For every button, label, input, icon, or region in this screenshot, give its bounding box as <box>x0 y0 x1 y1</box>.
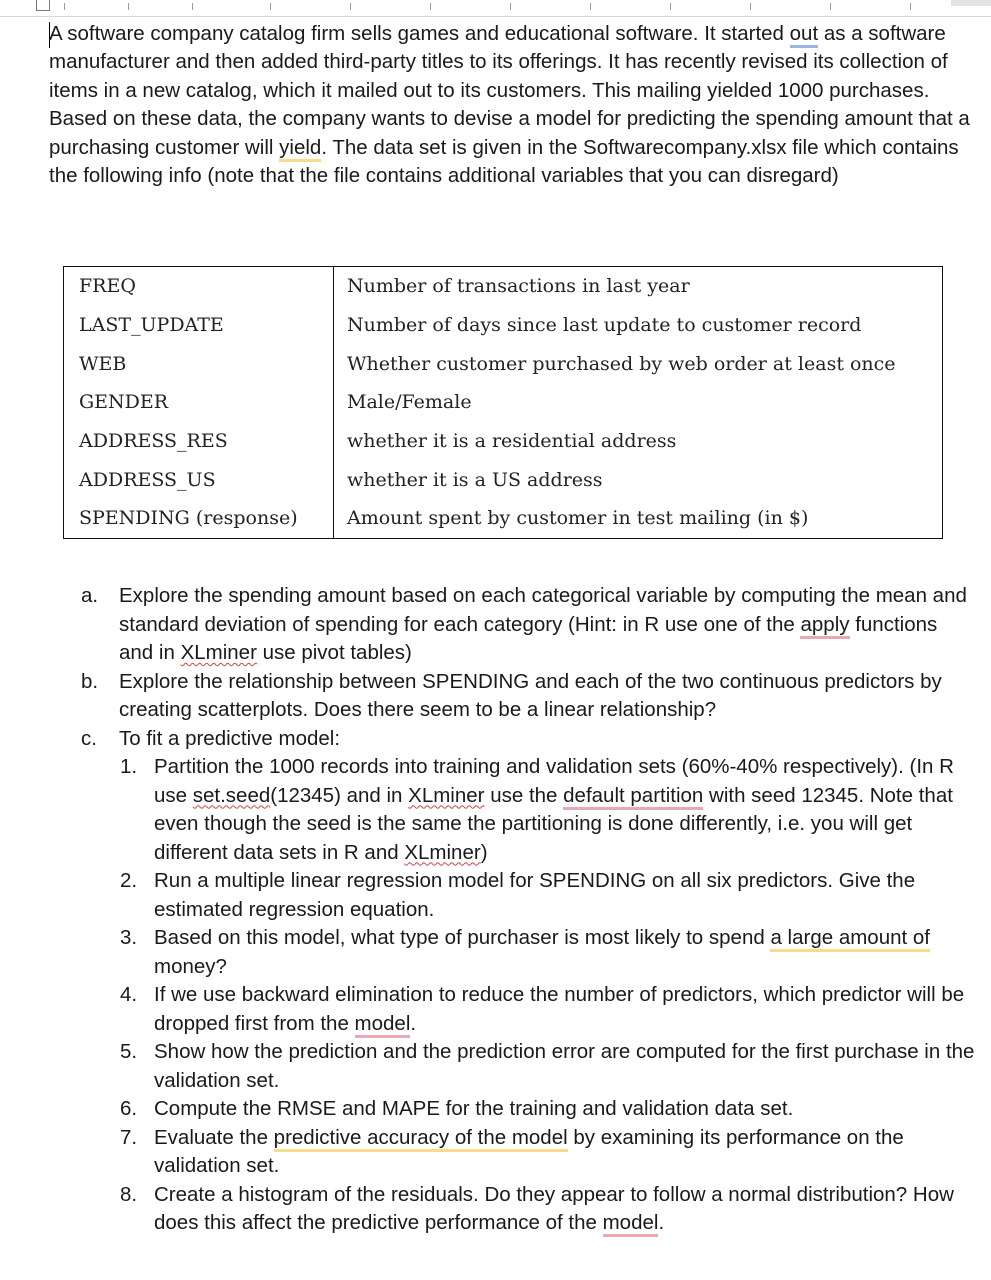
list-marker: 2. <box>120 869 138 892</box>
question-text: Explore the spending amount based on each categorical variable by computing the mean and standard deviation of spending for each category (Hint: in R use one of the <box>119 584 967 636</box>
spelling-highlight[interactable]: XLminer <box>404 840 481 864</box>
variable-name: WEB <box>64 344 334 383</box>
question-text: Explore the relationship between SPENDING and each of the two continuous predictors by creating scatterplots. Does there seem to be a linear relationship? <box>119 669 942 721</box>
variable-description: Number of transactions in last year <box>347 275 690 298</box>
intro-paragraph <box>49 20 974 190</box>
list-marker: 8. <box>120 1182 138 1206</box>
ruler-tick <box>590 3 591 10</box>
question-a <box>50 582 975 639</box>
question-b <box>50 668 975 725</box>
question-text: . <box>658 1211 665 1234</box>
question-text: Compute the RMSE and MAPE for the training and validation data set. <box>154 1097 794 1120</box>
question-text: If we use backward elimination to reduce the number of predictors, which predictor will be dropped first from the <box>154 983 965 1035</box>
subquestion-5 <box>50 1038 975 1095</box>
question-text: . <box>410 1011 417 1035</box>
variable-name: FREQ <box>64 267 334 306</box>
variable-description: whether it is a US address <box>347 468 603 491</box>
question-text: Run a multiple linear regression model for SPENDING on all six predictors. Give the estimated regression equation. <box>154 869 916 921</box>
table-row <box>64 422 943 461</box>
ruler-tick <box>430 3 431 10</box>
grammar-highlight[interactable]: model <box>355 1012 411 1038</box>
variable-description: Amount spent by customer in test mailing (in $) <box>347 507 809 530</box>
subquestion-4 <box>50 981 975 1038</box>
question-text: use the <box>484 783 564 807</box>
ruler-tick <box>910 3 911 10</box>
grammar-highlight[interactable]: predictive accuracy of the model <box>274 1126 568 1152</box>
ruler-tick <box>350 3 351 10</box>
grammar-highlight[interactable]: yield <box>279 136 321 162</box>
question-text: Evaluate the <box>154 1125 274 1149</box>
subquestion-3 <box>50 924 975 981</box>
question-text: ) <box>480 840 488 864</box>
grammar-highlight[interactable]: apply <box>800 613 849 639</box>
intro-text-1: A software company catalog firm sells games and educational software. It started <box>49 22 790 45</box>
ruler-tick <box>830 3 831 10</box>
list-marker: 7. <box>120 1125 138 1149</box>
variable-description: Male/Female <box>347 391 472 414</box>
table-row <box>64 383 943 422</box>
variables-table <box>63 266 943 539</box>
list-marker: 3. <box>120 926 138 949</box>
table-row <box>64 344 943 383</box>
question-c <box>50 725 975 754</box>
ruler-tick <box>64 3 65 10</box>
variable-name: GENDER <box>64 383 334 422</box>
ruler-tick <box>510 3 511 10</box>
table-row <box>64 460 943 499</box>
question-text: Show how the prediction and the prediction error are computed for the first purchase in the validation set. <box>154 1040 975 1092</box>
question-text: functions <box>849 612 938 636</box>
variable-description: Whether customer purchased by web order at least once <box>347 352 896 375</box>
ruler-tick <box>270 3 271 10</box>
select-checkbox[interactable] <box>36 0 50 11</box>
list-marker: 6. <box>120 1097 138 1120</box>
list-marker: a. <box>81 584 99 607</box>
question-text: Create a histogram of the residuals. Do they appear to follow a normal distribution? How does this affect the predictive performance of the <box>154 1182 954 1234</box>
question-text: (12345) and in <box>270 783 409 807</box>
grammar-highlight[interactable]: a large amount of <box>770 926 930 952</box>
question-text: use pivot tables) <box>256 641 412 664</box>
document-ruler <box>0 0 991 17</box>
list-marker: 1. <box>120 755 138 778</box>
question-text: To fit a predictive model: <box>119 726 341 750</box>
list-marker: 5. <box>120 1040 138 1063</box>
ruler-edge <box>951 0 991 6</box>
variable-description: Number of days since last update to customer record <box>347 314 862 337</box>
subquestion-8 <box>50 1181 975 1238</box>
table-row <box>64 267 943 306</box>
subquestion-6 <box>50 1095 975 1124</box>
question-a-continuation <box>50 639 975 668</box>
subquestion-1 <box>50 753 975 867</box>
list-marker: b. <box>81 669 99 693</box>
spelling-highlight[interactable]: XLminer <box>180 641 257 664</box>
list-marker: 4. <box>120 983 138 1006</box>
question-text: Partition the 1000 records into training and validation sets (60%-40% respectively). (In R use <box>154 755 954 807</box>
list-marker: c. <box>81 726 97 750</box>
ruler-tick <box>750 3 751 10</box>
intro-text-2: as a software manufacturer and then added third-party titles to its offerings. It has recently revised its collection of items in a new catalog, which it mailed out to its customers. This mailing yielded 1000 purchases. Based on these data, the company wants to devise a model for predicting the spending amount that a purchasing customer will <box>49 22 970 159</box>
variable-name: LAST_UPDATE <box>64 306 334 345</box>
spelling-highlight[interactable]: set.seed <box>192 783 271 807</box>
question-text: with seed 12345. Note that even though the seed is the same the partitioning is done differently, i.e. you will get different data sets in R and <box>154 783 953 864</box>
variable-description: whether it is a residential address <box>347 430 677 453</box>
question-text: Based on this model, what type of purchaser is most likely to spend <box>154 926 771 949</box>
question-text: and in <box>119 641 181 664</box>
grammar-highlight[interactable]: default partition <box>563 784 703 810</box>
question-text: by examining its performance on the validation set. <box>154 1125 904 1177</box>
ruler-tick <box>670 3 671 10</box>
subquestion-7 <box>50 1124 975 1181</box>
table-row <box>64 499 943 538</box>
variable-name: ADDRESS_US <box>64 460 334 499</box>
ruler-tick <box>192 3 193 10</box>
question-list <box>50 582 975 1238</box>
ruler-tick <box>128 3 129 10</box>
question-text: money? <box>154 954 227 978</box>
intro-text-3: . The data set is given in the Softwarecompany.xlsx file which contains the following info (note that the file contains additional variables that you can disregard) <box>49 135 959 188</box>
subquestion-2 <box>50 867 975 924</box>
spelling-highlight[interactable]: XLminer <box>408 783 485 807</box>
variable-name: SPENDING (response) <box>64 499 334 538</box>
grammar-highlight[interactable]: out <box>790 22 819 48</box>
table-row <box>64 306 943 345</box>
variable-name: ADDRESS_RES <box>64 422 334 461</box>
grammar-highlight[interactable]: model <box>603 1211 659 1237</box>
